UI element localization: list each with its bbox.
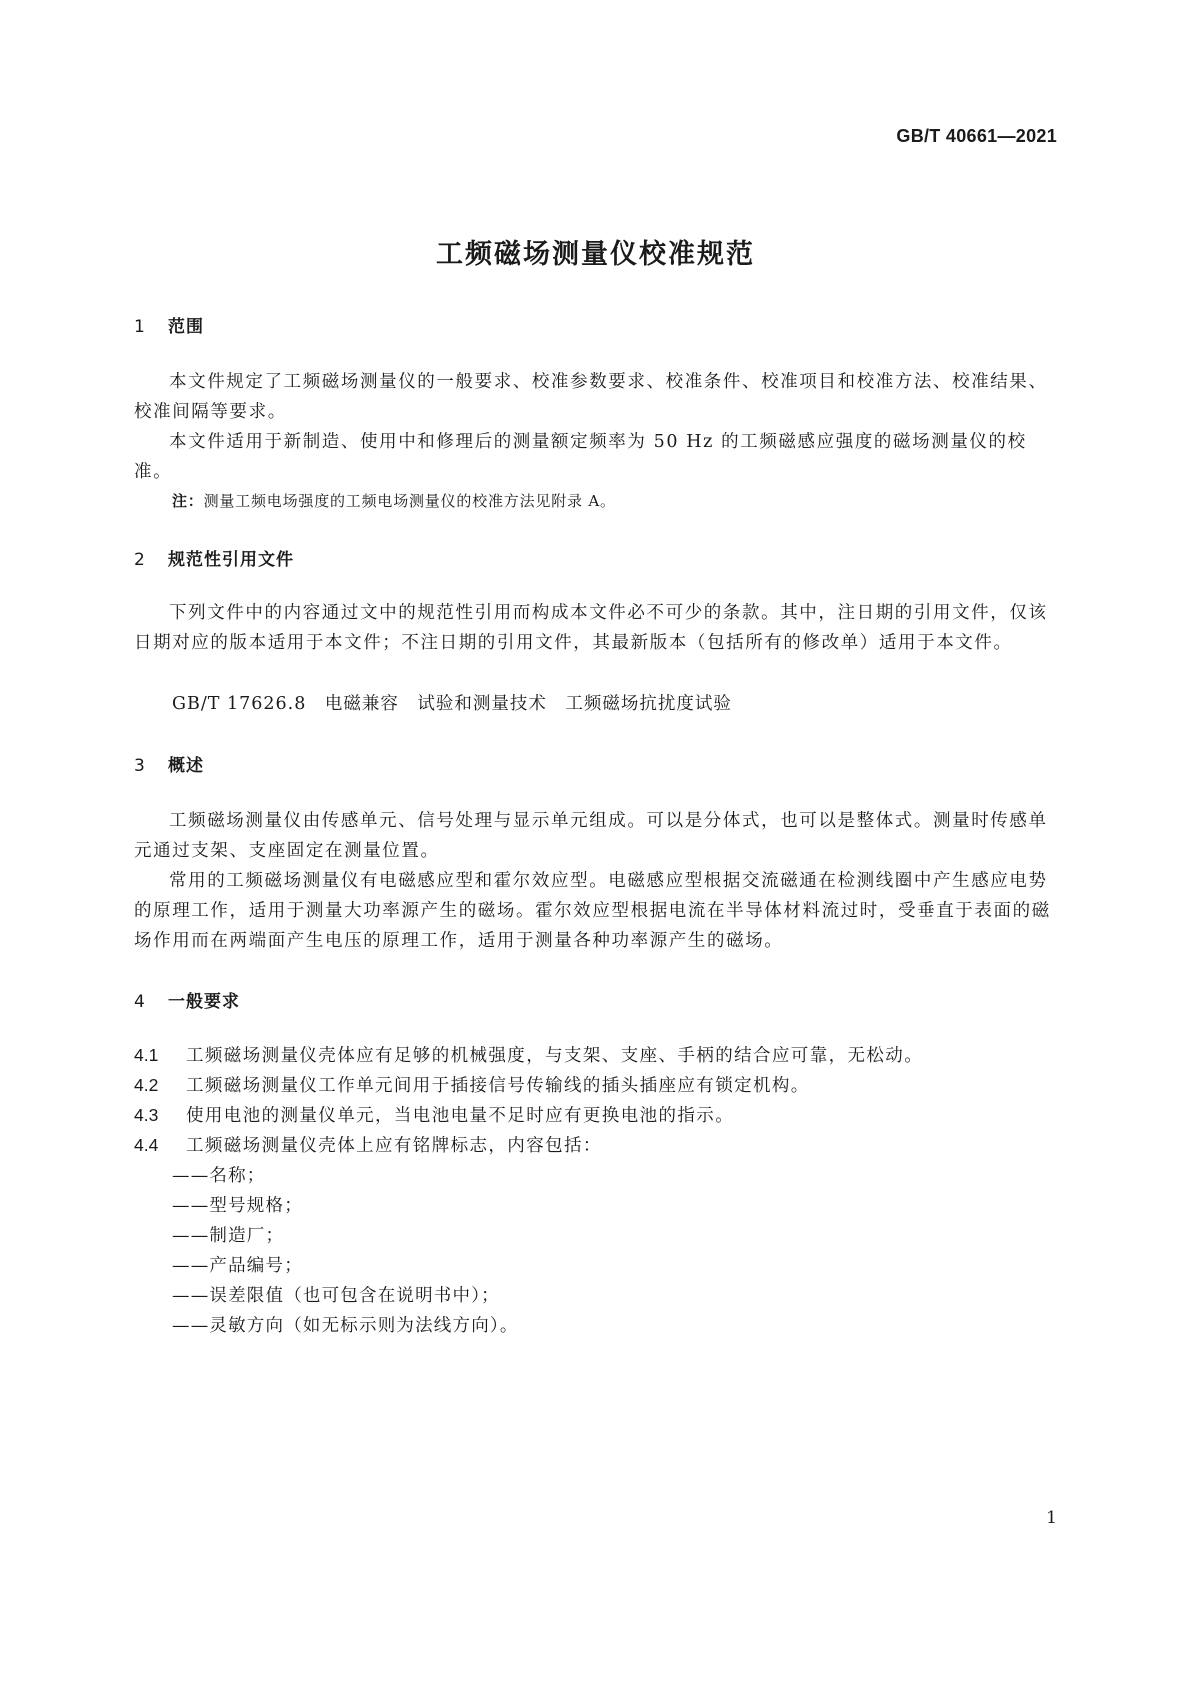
clause-text: 工频磁场测量仪工作单元间用于插接信号传输线的插头插座应有锁定机构。 xyxy=(186,1076,810,1096)
section-2-heading xyxy=(134,545,294,570)
clause-text: 工频磁场测量仪壳体上应有铭牌标志，内容包括： xyxy=(186,1136,602,1156)
section-title: 一般要求 xyxy=(168,992,240,1012)
clause-4-4 xyxy=(134,1132,602,1157)
document-title: 工频磁场测量仪校准规范 xyxy=(436,239,755,270)
section-4-heading xyxy=(134,987,240,1012)
normative-reference: GB/T 17626.8 电磁兼容 试验和测量技术 工频磁场抗扰度试验 xyxy=(172,694,732,714)
clause-number: 4.3 xyxy=(134,1105,159,1125)
section-title: 范围 xyxy=(168,317,204,337)
list-item: ——灵敏方向（如无标示则为法线方向）。 xyxy=(172,1316,519,1336)
section-1-heading xyxy=(134,312,204,337)
standard-code: GB/T 40661—2021 xyxy=(896,126,1057,146)
section-number: 3 xyxy=(134,756,146,776)
section-number: 4 xyxy=(134,992,146,1012)
section-2-paragraph-1: 下列文件中的内容通过文中的规范性引用而构成本文件必不可少的条款。其中，注日期的引用文件，仅该日期对应的版本适用于本文件；不注日期的引用文件，其最新版本（包括所有的修改单）适用于本文件。 xyxy=(134,603,1048,653)
note-label: 注： xyxy=(172,492,204,510)
list-item: ——误差限值（也可包含在说明书中）； xyxy=(172,1286,500,1306)
section-1-note xyxy=(172,490,616,511)
clause-number: 4.2 xyxy=(134,1075,159,1095)
section-number: 2 xyxy=(134,550,146,570)
section-1-paragraph-2: 本文件适用于新制造、使用中和修理后的测量额定频率为 50 Hz 的工频磁感应强度的磁场测量仪的校准。 xyxy=(134,432,1027,482)
clause-4-3 xyxy=(134,1102,734,1127)
section-number: 1 xyxy=(134,317,146,337)
clause-number: 4.4 xyxy=(134,1135,159,1155)
list-item: ——产品编号； xyxy=(172,1256,303,1276)
section-3-paragraph-2: 常用的工频磁场测量仪有电磁感应型和霍尔效应型。电磁感应型根据交流磁通在检测线圈中产生感应电势的原理工作，适用于测量大功率源产生的磁场。霍尔效应型根据电流在半导体材料流过时，受垂直于表面的磁场作用而在两端面产生电压的原理工作，适用于测量各种功率源产生的磁场。 xyxy=(134,871,1051,951)
page-number: 1 xyxy=(1046,1508,1057,1528)
clause-4-2 xyxy=(134,1072,810,1097)
clause-number: 4.1 xyxy=(134,1045,159,1065)
list-item: ——型号规格； xyxy=(172,1196,303,1216)
list-item: ——名称； xyxy=(172,1166,266,1186)
section-title: 概述 xyxy=(168,756,204,776)
list-item: ——制造厂； xyxy=(172,1226,285,1246)
clause-text: 工频磁场测量仪壳体应有足够的机械强度，与支架、支座、手柄的结合应可靠，无松动。 xyxy=(186,1046,924,1066)
clause-text: 使用电池的测量仪单元，当电池电量不足时应有更换电池的指示。 xyxy=(186,1106,735,1126)
note-text: 测量工频电场强度的工频电场测量仪的校准方法见附录 A。 xyxy=(203,492,616,510)
clause-4-1 xyxy=(134,1042,923,1067)
section-1-paragraph-1: 本文件规定了工频磁场测量仪的一般要求、校准参数要求、校准条件、校准项目和校准方法、校准结果、校准间隔等要求。 xyxy=(134,372,1048,422)
section-3-paragraph-1: 工频磁场测量仪由传感单元、信号处理与显示单元组成。可以是分体式，也可以是整体式。测量时传感单元通过支架、支座固定在测量位置。 xyxy=(134,811,1048,861)
section-title: 规范性引用文件 xyxy=(168,550,294,570)
section-3-heading xyxy=(134,751,204,776)
